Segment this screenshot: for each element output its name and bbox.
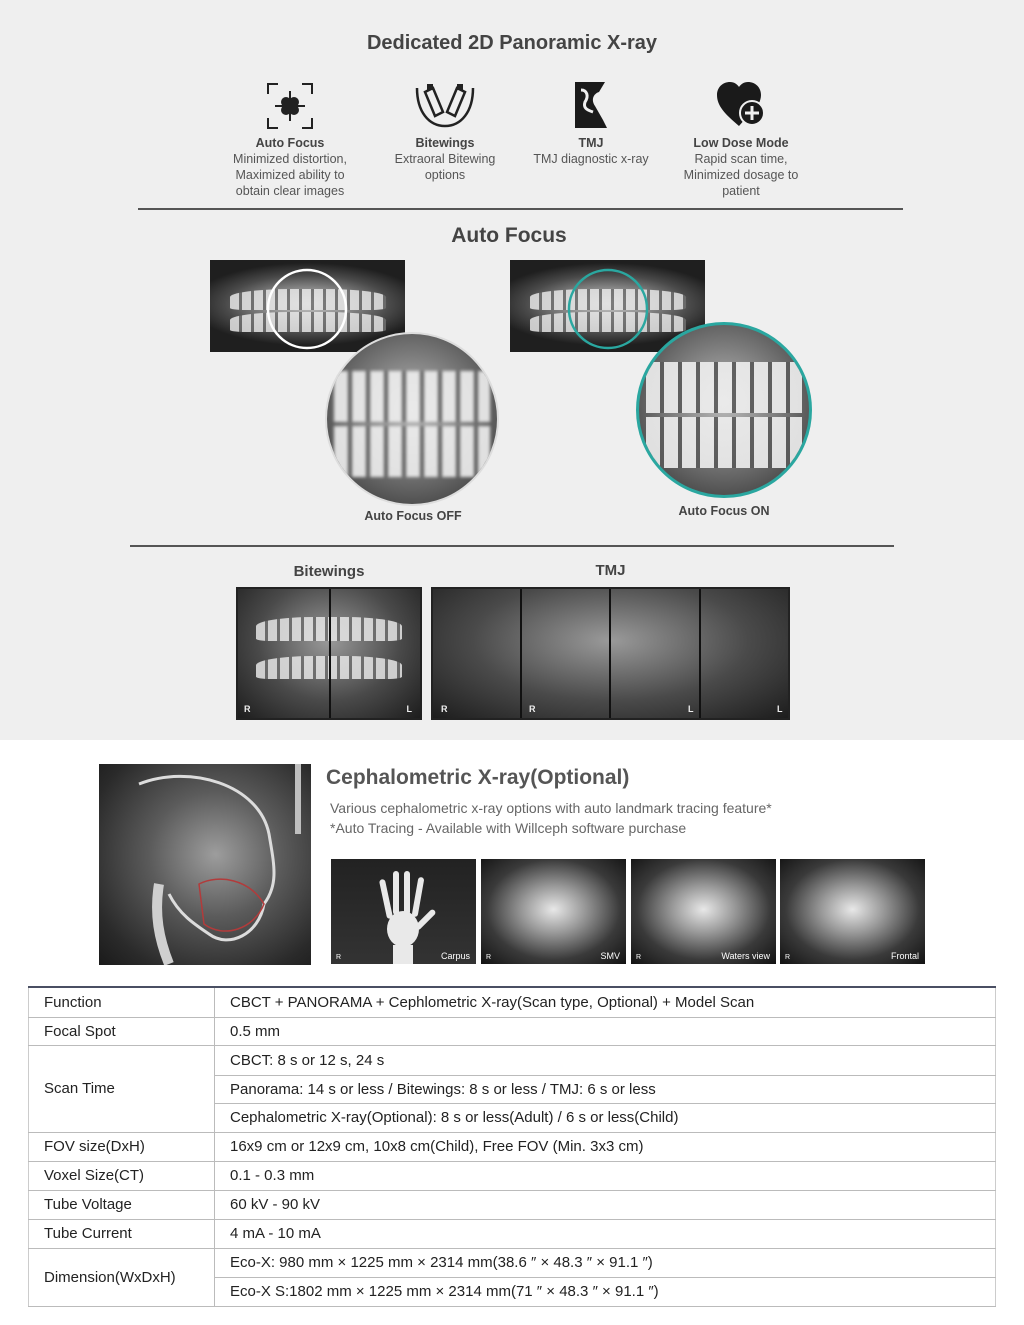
caption-auto-focus-off: Auto Focus OFF	[364, 509, 462, 523]
spec-table	[28, 986, 996, 1307]
bitewing-icon	[370, 72, 520, 130]
spec-label: Scan Time	[29, 1045, 215, 1132]
caption-auto-focus-on: Auto Focus ON	[678, 504, 770, 518]
feature-desc-line: options	[424, 168, 466, 182]
spec-row-voxel	[29, 1161, 996, 1190]
feature-bitewings	[370, 72, 520, 183]
thumb-label: Waters view	[721, 951, 770, 961]
side-mark: R	[529, 704, 536, 714]
ceph-description: Various cephalometric x-ray options with auto landmark tracing feature*	[330, 800, 772, 816]
side-mark: R	[244, 704, 251, 714]
feature-title: Low Dose Mode	[693, 136, 789, 150]
feature-desc-line: Maximized ability to	[235, 168, 345, 182]
spec-value: 0.5 mm	[215, 1017, 996, 1045]
spec-value: CBCT: 8 s or 12 s, 24 s	[215, 1045, 996, 1075]
cephalometric-xray-photo	[99, 764, 311, 965]
side-mark: R	[336, 954, 342, 961]
spec-label: Voxel Size(CT)	[29, 1161, 215, 1190]
thumb-label: Carpus	[440, 951, 470, 961]
thumb-frontal	[780, 859, 925, 964]
side-mark: L	[777, 704, 783, 714]
spec-row-fov	[29, 1132, 996, 1161]
bitewings-xray	[236, 587, 422, 720]
feature-auto-focus	[215, 72, 365, 199]
spec-value: Eco-X: 980 mm × 1225 mm × 2314 mm(38.6 ″ × 48.3 ″ × 91.1 ″)	[215, 1248, 996, 1277]
tmj-icon	[516, 72, 666, 130]
spec-value: 16x9 cm or 12x9 cm, 10x8 cm(Child), Free FOV (Min. 3x3 cm)	[215, 1132, 996, 1161]
spec-label: Dimension(WxDxH)	[29, 1248, 215, 1306]
thumb-smv	[481, 859, 626, 964]
divider	[138, 208, 903, 210]
spec-value: Eco-X S:1802 mm × 1225 mm × 2314 mm(71 ″ × 48.3 ″ × 91.1 ″)	[215, 1277, 996, 1306]
tmj-xray	[431, 587, 790, 720]
feature-title: TMJ	[578, 136, 604, 150]
spec-value: 0.1 - 0.3 mm	[215, 1161, 996, 1190]
thumb-waters-view	[631, 859, 776, 964]
side-mark: L	[688, 704, 694, 714]
feature-desc-line: Minimized distortion,	[233, 152, 347, 166]
spec-value: Cephalometric X-ray(Optional): 8 s or less(Adult) / 6 s or less(Child)	[215, 1103, 996, 1132]
feature-desc-line: Minimized dosage to	[683, 168, 799, 182]
spec-label: Tube Voltage	[29, 1190, 215, 1219]
spec-value: 4 mA - 10 mA	[215, 1219, 996, 1248]
feature-desc-line: patient	[722, 184, 760, 198]
side-mark: R	[441, 704, 448, 714]
spec-row-function	[29, 987, 996, 1017]
spec-row-focal-spot	[29, 1017, 996, 1045]
ceph-title: Cephalometric X-ray(Optional)	[326, 766, 630, 789]
heart-plus-icon	[666, 72, 816, 130]
thumb-label: SMV	[600, 951, 620, 961]
side-mark: L	[406, 704, 412, 714]
feature-desc-line: obtain clear images	[235, 184, 345, 198]
spec-label: Tube Current	[29, 1219, 215, 1248]
divider	[130, 545, 894, 547]
focus-circle-off	[266, 268, 348, 350]
spec-row-dimension	[29, 1248, 996, 1277]
spec-row-tube-current	[29, 1219, 996, 1248]
focus-circle-on	[567, 268, 649, 350]
section-title-auto-focus: Auto Focus	[451, 224, 567, 247]
page-title: Dedicated 2D Panoramic X-ray	[366, 32, 658, 54]
zoom-circle-off	[325, 332, 499, 506]
feature-desc-line: TMJ diagnostic x-ray	[533, 152, 649, 166]
side-mark: R	[785, 954, 791, 961]
ceph-note: *Auto Tracing - Available with Willceph software purchase	[330, 820, 687, 836]
spec-label: FOV size(DxH)	[29, 1132, 215, 1161]
feature-tmj	[516, 72, 666, 167]
spec-value: Panorama: 14 s or less / Bitewings: 8 s or less / TMJ: 6 s or less	[215, 1075, 996, 1103]
spec-label: Function	[29, 987, 215, 1017]
thumb-carpus	[331, 859, 476, 964]
thumb-label: Frontal	[890, 951, 919, 961]
feature-desc-line: Extraoral Bitewing	[394, 152, 496, 166]
spec-row-tube-voltage	[29, 1190, 996, 1219]
section-title-tmj: TMJ	[595, 562, 626, 579]
feature-low-dose	[666, 72, 816, 199]
spec-value: CBCT + PANORAMA + Cephlometric X-ray(Scan type, Optional) + Model Scan	[215, 987, 996, 1017]
zoom-circle-on	[636, 322, 812, 498]
focus-icon	[215, 72, 365, 130]
spec-label: Focal Spot	[29, 1017, 215, 1045]
spec-row-scan-time	[29, 1045, 996, 1075]
side-mark: R	[636, 954, 642, 961]
feature-desc-line: Rapid scan time,	[694, 152, 788, 166]
side-mark: R	[486, 954, 492, 961]
feature-title: Auto Focus	[255, 136, 325, 150]
spec-value: 60 kV - 90 kV	[215, 1190, 996, 1219]
feature-title: Bitewings	[415, 136, 475, 150]
section-title-bitewings: Bitewings	[293, 563, 365, 580]
